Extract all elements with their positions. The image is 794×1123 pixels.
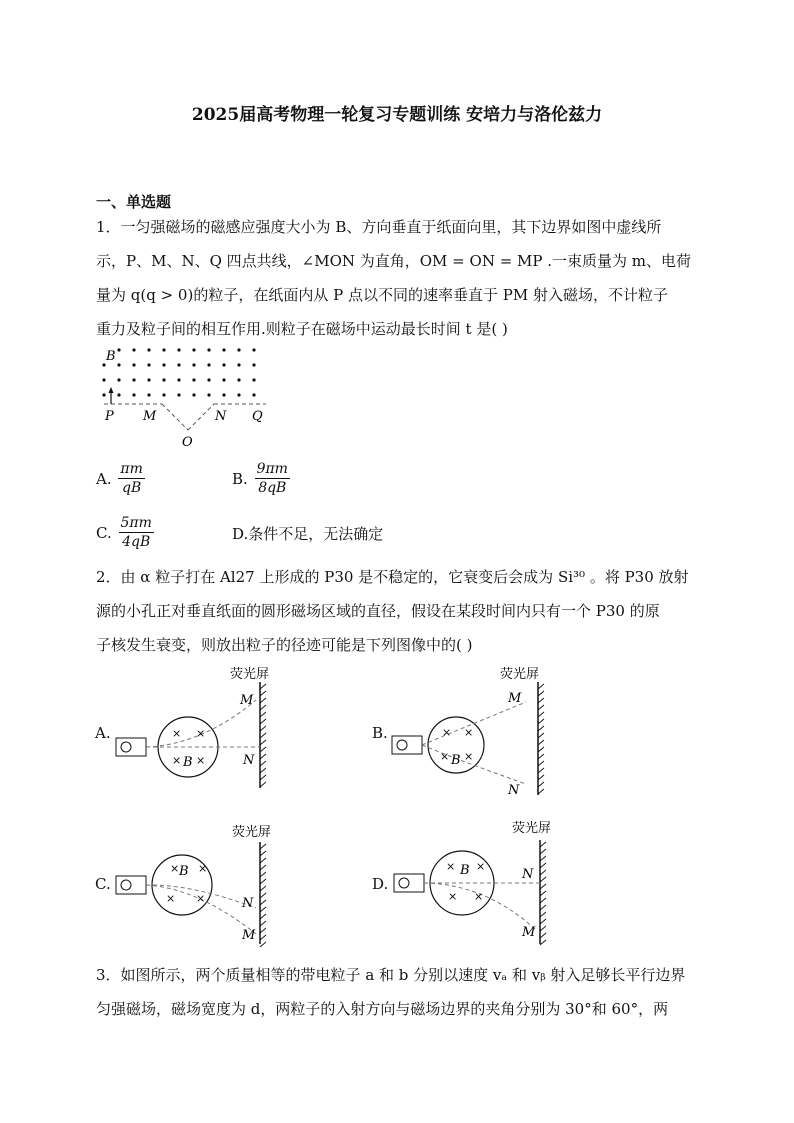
q1-field-figure xyxy=(96,342,276,452)
q2-figure-c xyxy=(112,818,292,948)
field-dot xyxy=(252,363,255,366)
svg-text:B: B xyxy=(460,863,470,878)
fraction: $\frac{9\pi m}{8qB}$ xyxy=(256,461,288,496)
screen-label: 荧光屏 xyxy=(232,825,272,840)
q1-line-3: 量为 q(q > 0)的粒子，在纸面内从 P 点以不同的速率垂直于 PM 射入磁场，不计粒子 xyxy=(96,286,668,304)
boundary-om xyxy=(162,404,188,430)
q3-line-2: 匀强磁场，磁场宽度为 d，两粒子的入射方向与磁场边界的夹角分别为 30°和 60°，两 xyxy=(96,1000,669,1018)
svg-text:×: × xyxy=(172,727,182,740)
field-dot xyxy=(237,348,240,351)
svg-text:M: M xyxy=(522,925,536,940)
q2-option-a-label[interactable]: A. xyxy=(95,724,111,742)
field-dot xyxy=(207,348,210,351)
svg-text:×: × xyxy=(464,750,474,763)
q2-line-3: 子核发生衰变，则放出粒子的径迹可能是下列图像中的( ) xyxy=(96,636,473,654)
field-dot xyxy=(252,378,255,381)
q2-figure-b xyxy=(388,660,568,800)
field-dot xyxy=(132,363,135,366)
svg-text:×: × xyxy=(196,727,206,740)
q1-line-2: 示，P、M、N、Q 四点共线，∠MON 为直角，OM = ON = MP .一束质量为 m、电荷 xyxy=(96,252,692,270)
label-m: M xyxy=(143,409,157,424)
field-dot xyxy=(162,348,165,351)
boundary-on xyxy=(188,404,214,430)
svg-text:M: M xyxy=(240,693,254,708)
label-p: P xyxy=(105,409,114,424)
field-dot xyxy=(222,378,225,381)
svg-text:×: × xyxy=(474,890,484,903)
q1-line-4: 重力及粒子间的相互作用.则粒子在磁场中运动最长时间 t 是( ) xyxy=(96,320,508,338)
svg-text:N: N xyxy=(522,867,534,882)
field-dot xyxy=(177,363,180,366)
svg-text:×: × xyxy=(476,860,486,873)
q2-figure-d xyxy=(390,818,570,948)
field-dot xyxy=(147,393,150,396)
field-dot xyxy=(192,393,195,396)
fraction: $\frac{5\pi m}{4qB}$ xyxy=(120,515,152,550)
field-dot xyxy=(147,363,150,366)
q1-option-d[interactable]: D.条件不足，无法确定 xyxy=(232,525,384,543)
q2-line-2: 源的小孔正对垂直纸面的圆形磁场区域的直径，假设在某段时间内只有一个 P30 的原 xyxy=(96,602,660,620)
field-dot xyxy=(177,378,180,381)
field-dot xyxy=(102,378,105,381)
svg-text:N: N xyxy=(243,753,255,768)
svg-text:×: × xyxy=(440,750,450,763)
field-dot xyxy=(207,393,210,396)
q1-line-1: 1．一匀强磁场的磁感应强度大小为 B、方向垂直于纸面向里，其下边界如图中虚线所 xyxy=(96,218,662,236)
field-dot xyxy=(237,363,240,366)
q2-line-1: 2．由 α 粒子打在 Al27 上形成的 P30 是不稳定的，它衰变后会成为 Si³⁰ 。将 P30 放射 xyxy=(96,568,689,586)
q2-option-c-label[interactable]: C. xyxy=(95,875,111,893)
field-dot xyxy=(147,378,150,381)
field-dot xyxy=(117,348,120,351)
svg-text:×: × xyxy=(464,726,474,739)
screen-label: 荧光屏 xyxy=(230,667,270,682)
svg-text:B: B xyxy=(183,755,193,770)
field-dot xyxy=(207,378,210,381)
field-dot xyxy=(252,348,255,351)
q1-option-b[interactable]: B. $\frac{9\pi m}{8qB}$ xyxy=(232,461,288,496)
field-dot xyxy=(162,363,165,366)
screen-hatch xyxy=(538,684,544,794)
field-dot xyxy=(102,393,105,396)
field-dot xyxy=(237,393,240,396)
q2-option-d-label[interactable]: D. xyxy=(372,875,389,893)
q3-line-1: 3．如图所示，两个质量相等的带电粒子 a 和 b 分别以速度 vₐ 和 vᵦ 射入足够长平行边界 xyxy=(96,966,686,984)
field-dot xyxy=(192,363,195,366)
field-dot xyxy=(132,348,135,351)
label-o: O xyxy=(182,435,193,450)
field-dot xyxy=(177,348,180,351)
svg-text:M: M xyxy=(242,928,256,943)
field-dot xyxy=(117,393,120,396)
svg-text:×: × xyxy=(170,862,180,875)
svg-text:B: B xyxy=(179,864,189,879)
field-dot xyxy=(222,348,225,351)
track-n xyxy=(422,745,526,784)
svg-text:×: × xyxy=(446,860,456,873)
svg-text:M: M xyxy=(508,691,522,706)
svg-text:×: × xyxy=(198,862,208,875)
field-dot xyxy=(237,378,240,381)
field-dot xyxy=(222,393,225,396)
field-dot xyxy=(132,393,135,396)
field-dot xyxy=(222,363,225,366)
field-dot xyxy=(147,348,150,351)
field-dot xyxy=(162,378,165,381)
svg-text:×: × xyxy=(166,892,176,905)
fraction: $\frac{\pi m}{qB}$ xyxy=(120,461,143,496)
svg-text:N: N xyxy=(508,783,520,798)
screen-label: 荧光屏 xyxy=(512,821,552,836)
field-dot xyxy=(162,393,165,396)
label-n: N xyxy=(215,409,227,424)
field-dot xyxy=(192,348,195,351)
q1-option-a[interactable]: A. $\frac{\pi m}{qB}$ xyxy=(96,461,143,496)
svg-text:×: × xyxy=(196,754,206,767)
svg-text:×: × xyxy=(172,754,182,767)
label-b: B xyxy=(106,349,116,364)
page-title: 2025届高考物理一轮复习专题训练 安培力与洛伦兹力 xyxy=(191,105,603,125)
q2-option-b-label[interactable]: B. xyxy=(372,724,388,742)
svg-text:N: N xyxy=(242,896,254,911)
field-dot xyxy=(192,378,195,381)
screen-hatch xyxy=(260,844,266,947)
svg-text:×: × xyxy=(442,726,452,739)
svg-text:×: × xyxy=(196,892,206,905)
field-dot xyxy=(177,393,180,396)
svg-text:B: B xyxy=(451,753,461,768)
q1-option-c[interactable]: C. $\frac{5\pi m}{4qB}$ xyxy=(96,515,152,550)
screen-hatch xyxy=(260,684,266,787)
field-dot xyxy=(207,363,210,366)
field-dot xyxy=(252,393,255,396)
field-dot xyxy=(117,378,120,381)
svg-text:×: × xyxy=(448,890,458,903)
field-dot xyxy=(117,363,120,366)
section-heading: 一、单选题 xyxy=(96,193,172,211)
q2-figure-a xyxy=(112,660,292,792)
field-dot-grid xyxy=(102,348,255,396)
label-q: Q xyxy=(252,409,263,424)
screen-hatch xyxy=(540,842,546,945)
arrow-head-icon xyxy=(109,387,114,393)
field-dot xyxy=(132,378,135,381)
screen-label: 荧光屏 xyxy=(500,667,540,682)
